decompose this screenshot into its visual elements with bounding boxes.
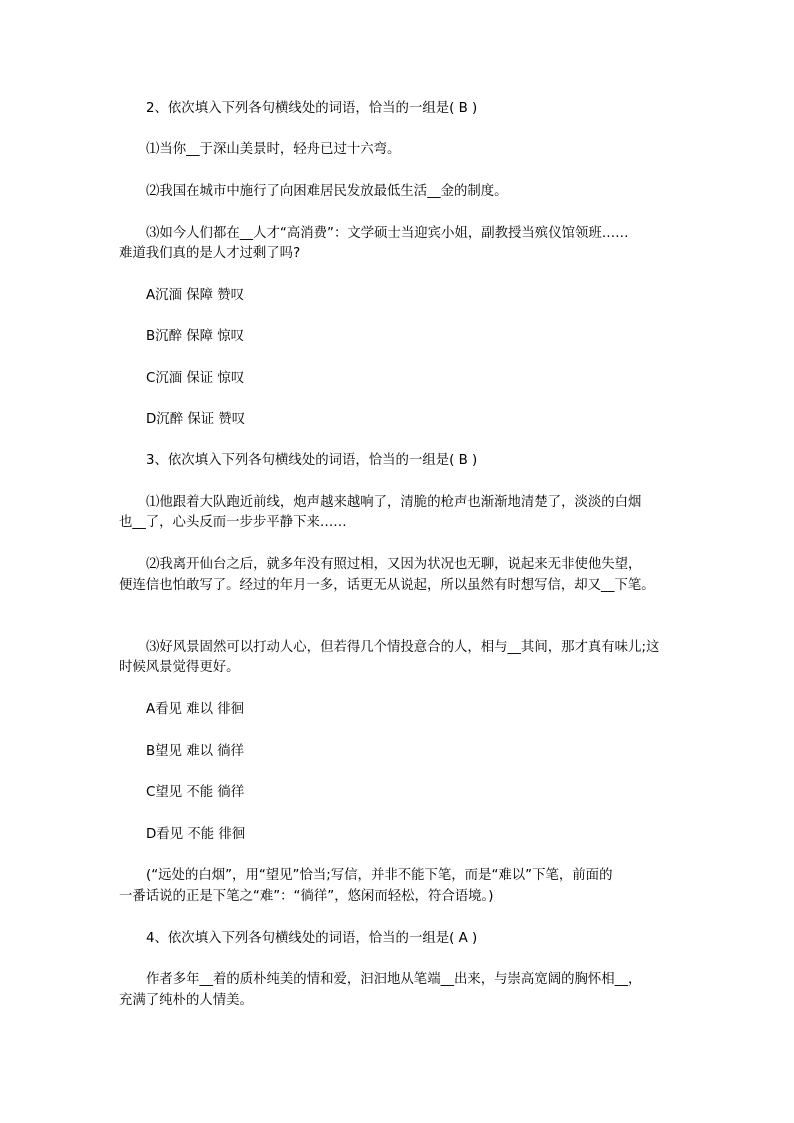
q3-option-a: A看见 难以 徘徊 bbox=[146, 702, 245, 717]
q2-sentence-3-line-2: 难道我们真的是人才过剩了吗? bbox=[119, 246, 301, 261]
q3-sentence-2-line-1: ⑵我离开仙台之后，就多年没有照过相，又因为状况也无聊，说起来无非使他失望， bbox=[146, 557, 642, 572]
q3-sentence-3-line-1: ⑶好风景固然可以打动人心，但若得几个情投意合的人，相与__其间，那才真有味儿;这 bbox=[146, 640, 660, 655]
q2-option-a: A沉湎 保障 赞叹 bbox=[146, 288, 245, 303]
q3-sentence-2-line-2: 便连信也怕敢写了。经过的年月一多，话更无从说起，所以虽然有时想写信，却又__下笔。 bbox=[119, 578, 655, 593]
q3-stem: 3、依次填入下列各句横线处的词语，恰当的一组是( B ) bbox=[146, 453, 478, 468]
q4-sentence-1-line-2: 充满了纯朴的人情美。 bbox=[119, 993, 253, 1008]
q3-option-d: D看见 不能 徘徊 bbox=[146, 827, 246, 842]
q4-sentence-1-line-1: 作者多年__着的质朴纯美的情和爱，汩汩地从笔端__出来，与崇高宽阔的胸怀相__， bbox=[146, 972, 642, 987]
q4-stem: 4、依次填入下列各句横线处的词语，恰当的一组是( A ) bbox=[146, 931, 478, 946]
q2-stem: 2、依次填入下列各句横线处的词语，恰当的一组是( B ) bbox=[146, 101, 478, 116]
q3-option-c: C望见 不能 徜徉 bbox=[146, 785, 245, 800]
q3-explanation-line-2: 一番话说的正是下笔之“难”：“徜徉”，悠闲而轻松，符合语境。) bbox=[119, 889, 494, 904]
q2-sentence-3-line-1: ⑶如今人们都在__人才“高消费”：文学硕士当迎宾小姐，副教授当殡仪馆领班…… bbox=[146, 226, 629, 241]
q2-sentence-1: ⑴当你__于深山美景时，轻舟已过十六弯。 bbox=[146, 142, 401, 157]
q3-explanation-line-1: (“远处的白烟”，用“望见”恰当;写信，并非不能下笔，而是“难以”下笔，前面的 bbox=[146, 868, 613, 883]
q2-sentence-2: ⑵我国在城市中施行了向困难居民发放最低生活__金的制度。 bbox=[146, 184, 508, 199]
q3-option-b: B望见 难以 徜徉 bbox=[146, 744, 245, 759]
q3-sentence-1-line-2: 也__了，心头反而一步步平静下来…… bbox=[119, 515, 347, 530]
q3-sentence-3-line-2: 时候风景觉得更好。 bbox=[119, 660, 240, 675]
q3-sentence-1-line-1: ⑴他跟着大队跑近前线，炮声越来越响了，清脆的枪声也渐渐地清楚了，淡淡的白烟 bbox=[146, 495, 642, 510]
q2-option-d: D沉醉 保证 赞叹 bbox=[146, 412, 246, 427]
q2-option-b: B沉醉 保障 惊叹 bbox=[146, 329, 245, 344]
q2-option-c: C沉湎 保证 惊叹 bbox=[146, 371, 245, 386]
